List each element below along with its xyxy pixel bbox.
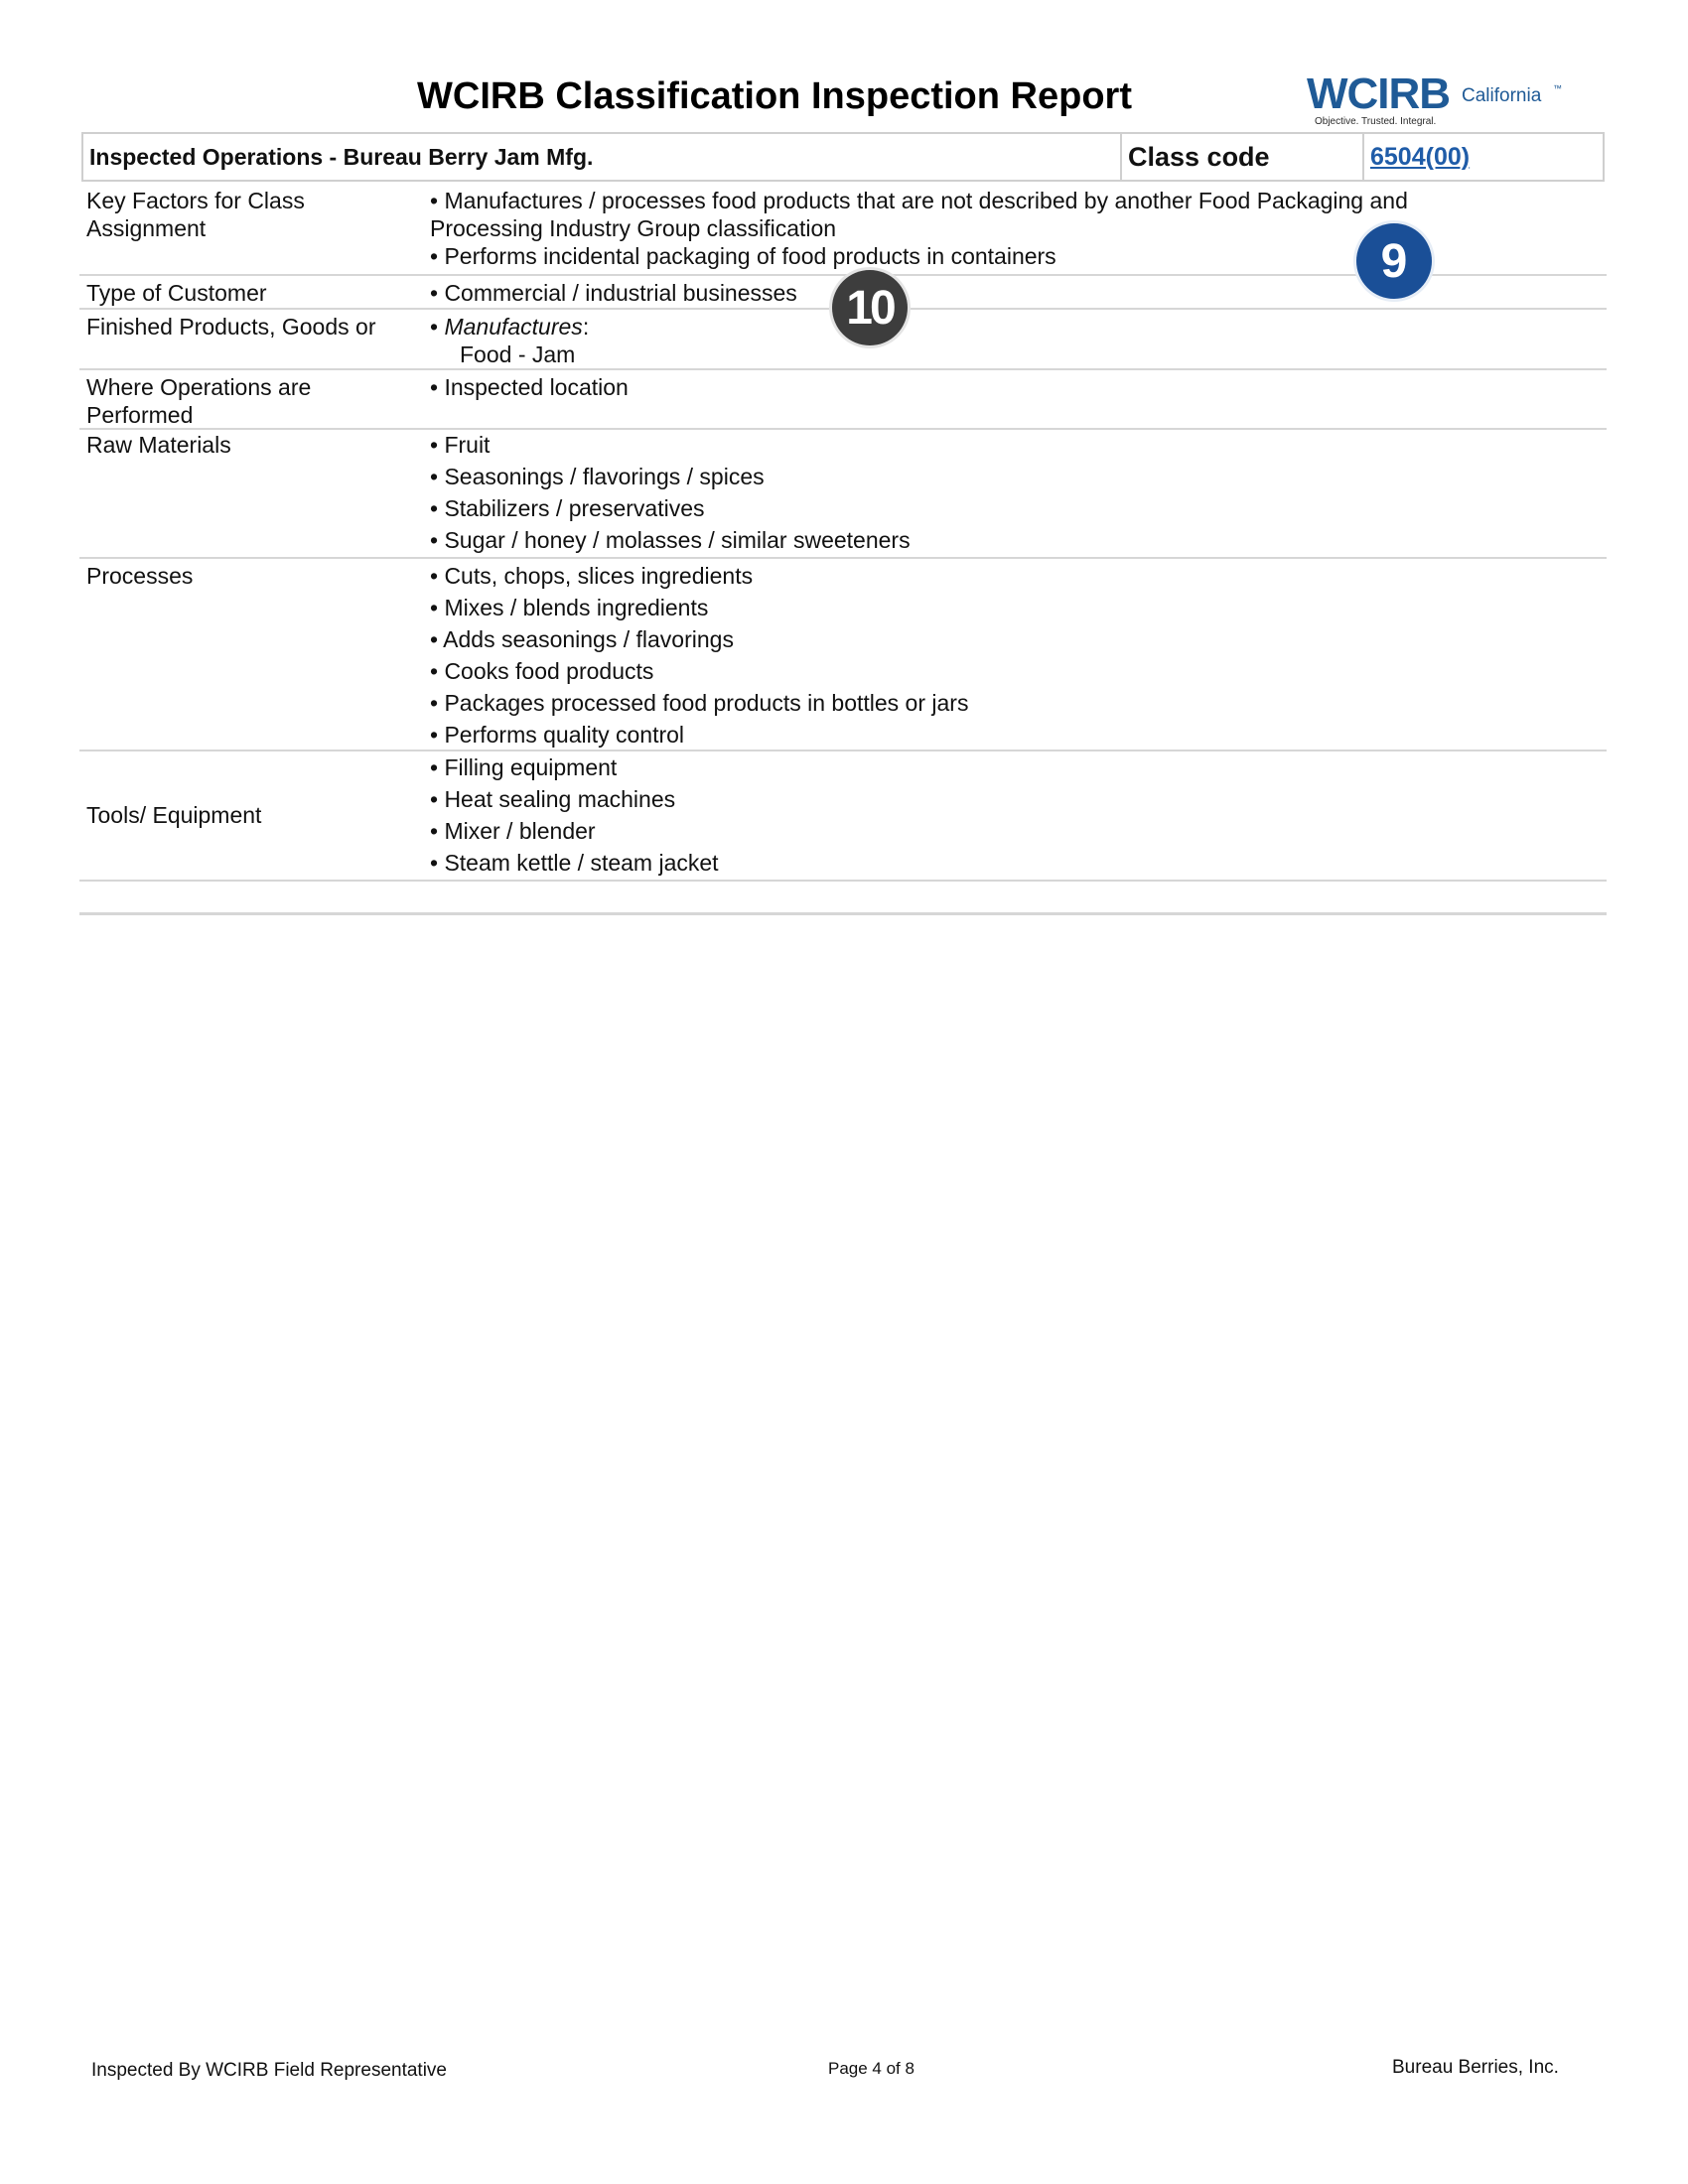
label-finished-products: Finished Products, Goods or <box>86 314 376 340</box>
list-item: • Sugar / honey / molasses / similar sweeteners <box>430 527 911 553</box>
list-item: • Inspected location <box>430 374 629 400</box>
list-item: • Heat sealing machines <box>430 786 676 812</box>
row-raw-materials <box>79 430 1607 559</box>
colon: : <box>582 314 590 340</box>
list-item: • Cuts, chops, slices ingredients <box>430 563 754 589</box>
bullet: • <box>430 314 445 340</box>
list-item: • Mixer / blender <box>430 818 596 844</box>
label-tools: Tools/ Equipment <box>86 802 262 828</box>
content-finished-products <box>430 313 589 368</box>
list-item <box>430 313 589 341</box>
class-code-cell <box>1364 134 1603 180</box>
label-line: Assignment <box>86 215 207 241</box>
logo-tagline: Objective. Trusted. Integral. <box>1315 116 1437 127</box>
label-processes: Processes <box>86 563 194 589</box>
row-where-performed <box>79 370 1607 430</box>
footer-inspected-by: Inspected By WCIRB Field Representative <box>91 2060 447 2081</box>
label-line: Where Operations are <box>86 374 312 400</box>
footer-company: Bureau Berries, Inc. <box>1392 2057 1559 2078</box>
content-customer <box>430 279 797 307</box>
bottom-separator <box>79 912 1607 915</box>
row-processes <box>79 559 1607 751</box>
row-tools <box>79 751 1607 882</box>
annotation-badge-9: 9 <box>1356 223 1432 299</box>
list-item: • Performs quality control <box>430 722 685 748</box>
wcirb-logo <box>1307 69 1565 129</box>
list-item: • Filling equipment <box>430 754 618 780</box>
annotation-badge-10: 10 <box>832 270 908 345</box>
label-raw-materials: Raw Materials <box>86 432 231 458</box>
content-raw-materials <box>430 429 911 556</box>
content-tools <box>430 751 719 879</box>
label-line: Performed <box>86 402 194 428</box>
list-item: • Adds seasonings / flavorings <box>430 626 734 652</box>
list-item: • Cooks food products <box>430 658 654 684</box>
list-item: • Performs incidental packaging of food products in containers <box>430 243 1056 269</box>
content-where-performed <box>430 373 629 401</box>
list-item: • Commercial / industrial businesses <box>430 280 797 306</box>
italic-manufactures: Manufactures <box>444 314 583 340</box>
class-code-label: Class code <box>1122 134 1364 180</box>
list-item: • Fruit <box>430 432 491 458</box>
content-processes <box>430 560 968 751</box>
label-where-performed <box>86 373 424 429</box>
list-item-sub: Food - Jam <box>460 341 576 367</box>
list-item: • Steam kettle / steam jacket <box>430 850 719 876</box>
logo-brand: WCIRB <box>1307 69 1451 118</box>
list-item: • Mixes / blends ingredients <box>430 595 709 620</box>
list-item: • Packages processed food products in bottles or jars <box>430 690 969 716</box>
list-item: • Manufactures / processes food products that are not described by another Food Packaging and <box>430 188 1408 213</box>
list-item: Processing Industry Group classification <box>430 215 837 241</box>
logo-trademark: ™ <box>1553 83 1562 93</box>
list-item: • Seasonings / flavorings / spices <box>430 464 765 489</box>
footer-page-number: Page 4 of 8 <box>828 2059 914 2078</box>
label-key-factors <box>86 187 424 242</box>
content-key-factors <box>430 187 1408 270</box>
header-row <box>81 132 1605 182</box>
page-title: WCIRB Classification Inspection Report <box>417 75 1132 117</box>
label-line: Key Factors for Class <box>86 188 305 213</box>
list-item: • Stabilizers / preservatives <box>430 495 705 521</box>
logo-region: California <box>1462 85 1542 106</box>
class-code-link[interactable]: 6504(00) <box>1370 142 1471 171</box>
inspected-operations: Inspected Operations - Bureau Berry Jam Mfg. <box>83 134 1122 180</box>
label-customer: Type of Customer <box>86 280 267 306</box>
